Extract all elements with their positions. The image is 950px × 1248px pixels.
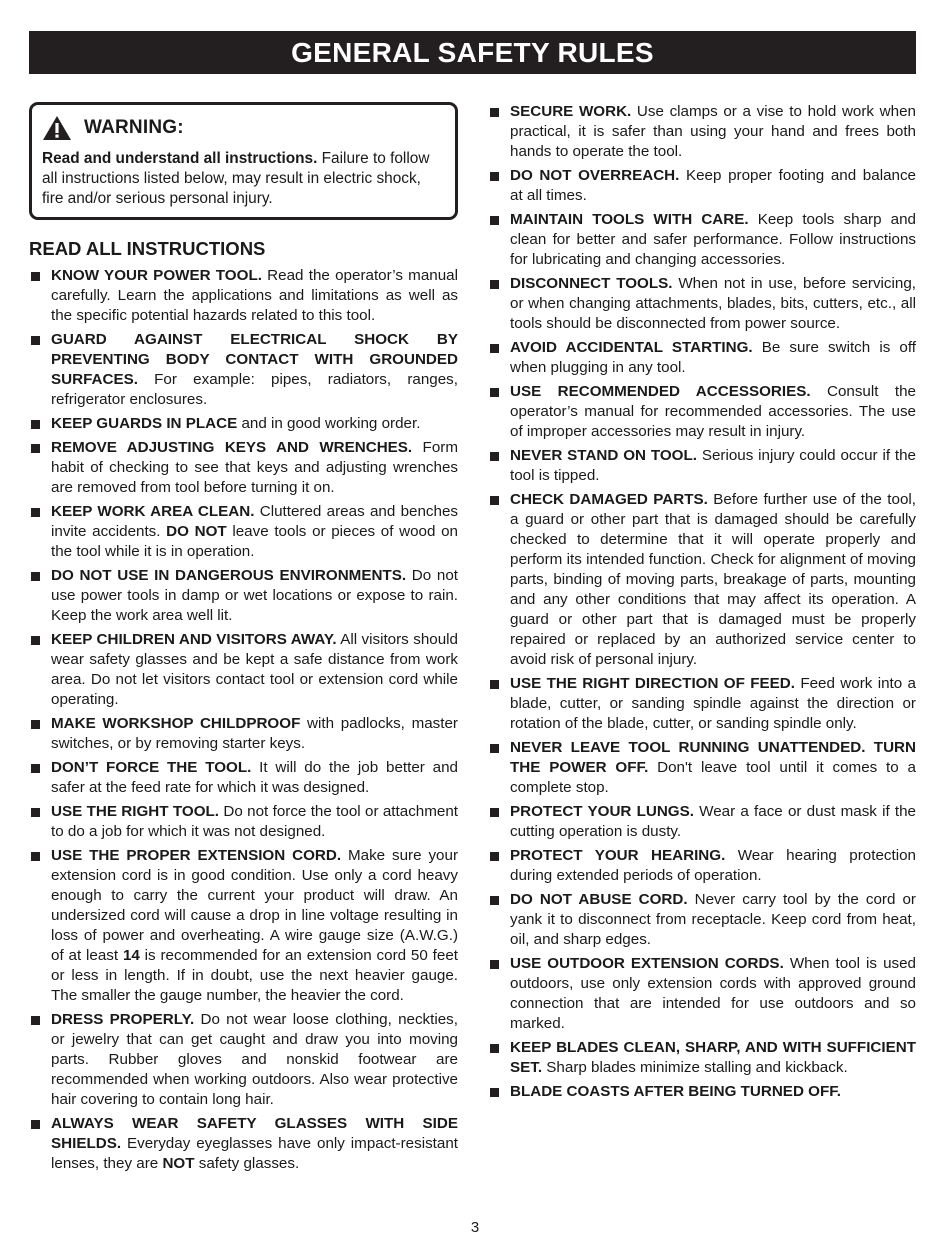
square-bullet-icon [31,720,40,729]
rule-text: with padlocks, master switches, or by removing starter keys. [51,715,458,752]
rule-emphasis: DO NOT [166,523,227,540]
right-column [488,102,916,1106]
page-number: 3 [470,1219,480,1236]
rule-text: Form habit of checking to see that keys and adjusting wrenches are removed from tool before turning it on. [51,439,458,496]
square-bullet-icon [490,852,499,861]
rule-emphasis: NOT [162,1155,195,1172]
rule-text: Don't leave tool until it comes to a complete stop. [510,759,916,796]
rule-lead: DO NOT USE IN DANGEROUS ENVIRONMENTS. [51,567,407,584]
rule-item [29,414,458,434]
rule-item [488,1038,916,1078]
square-bullet-icon [490,344,499,353]
rule-item [488,890,916,950]
rule-lead: DO NOT OVERREACH. [510,167,680,184]
square-bullet-icon [31,420,40,429]
warning-title: WARNING: [84,117,184,138]
square-bullet-icon [490,108,499,117]
warning-body-text: Failure to follow all instructions listed below, may result in electric shock, fire and/or serious personal injury. [42,150,430,207]
rule-text: Before further use of the tool, a guard or other part that is damaged should be carefully checked to determine that it will operate properly and perform its intended function. Check for alignment of moving parts, binding of moving parts, breakage of parts, mounting and any other conditions that may affect its operation. A guard or other part that is damaged must be properly repaired or replaced by an authorized service center to avoid risk of personal injury. [510,491,916,668]
rule-item [488,166,916,206]
rule-item [29,846,458,1006]
warning-box [29,102,458,220]
rule-lead: USE THE PROPER EXTENSION CORD. [51,847,342,864]
rule-item [488,338,916,378]
rule-item [29,758,458,798]
rule-emphasis: 14 [122,947,140,964]
rule-lead: MAINTAIN TOOLS WITH CARE. [510,211,749,228]
rule-lead: DISCONNECT TOOLS. [510,275,673,292]
square-bullet-icon [490,216,499,225]
square-bullet-icon [31,272,40,281]
rule-text: Sharp blades minimize stalling and kickback. [542,1059,848,1076]
right-rules-list [488,102,916,1102]
rule-text: Serious injury could occur if the tool is tipped. [510,447,916,484]
rule-text: Do not wear loose clothing, neckties, or jewelry that can get caught and draw you into moving parts. Rubber gloves and nonskid footwear are recommended when working outdoors. Also wear protective hair covering to contain long hair. [51,1011,458,1108]
rule-lead: DRESS PROPERLY. [51,1011,195,1028]
rule-lead: USE THE RIGHT DIRECTION OF FEED. [510,675,795,692]
rule-item [488,738,916,798]
rule-lead: BLADE COASTS AFTER BEING TURNED OFF. [510,1083,842,1100]
rule-item [488,274,916,334]
rule-item [29,266,458,326]
square-bullet-icon [31,508,40,517]
rule-item [488,490,916,670]
rule-lead: AVOID ACCIDENTAL STARTING. [510,339,753,356]
rule-lead: USE OUTDOOR EXTENSION CORDS. [510,955,784,972]
rule-lead: DO NOT ABUSE CORD. [510,891,688,908]
square-bullet-icon [490,496,499,505]
rule-item [488,954,916,1034]
square-bullet-icon [490,808,499,817]
square-bullet-icon [490,960,499,969]
rule-item [488,446,916,486]
square-bullet-icon [490,452,499,461]
rule-lead: KEEP CHILDREN AND VISITORS AWAY. [51,631,337,648]
rule-lead: KEEP BLADES CLEAN, SHARP, AND WITH SUFFICIENT SET. [510,1039,916,1076]
rule-text: Use clamps or a vise to hold work when practical, it is safer than using your hand and frees both hands to operate the tool. [510,103,916,160]
rule-item [488,802,916,842]
rule-lead: USE RECOMMENDED ACCESSORIES. [510,383,811,400]
rule-lead: DON’T FORCE THE TOOL. [51,759,252,776]
rule-item [29,438,458,498]
rule-item [29,502,458,562]
rule-item [29,1010,458,1110]
rule-lead: ALWAYS WEAR SAFETY GLASSES WITH SIDE SHIELDS. [51,1115,458,1152]
rule-text: Read the operator’s manual carefully. Learn the applications and limitations as well as the specific potential hazards related to this tool. [51,267,458,324]
rule-lead: KNOW YOUR POWER TOOL. [51,267,262,284]
rule-text: When not in use, before servicing, or when changing attachments, blades, bits, cutters, etc., all tools should be disconnected from power source. [510,275,916,332]
rule-item [29,802,458,842]
warning-lead: Read and understand all instructions. [42,150,318,167]
rule-text: Be sure switch is off when plugging in any tool. [510,339,916,376]
square-bullet-icon [490,172,499,181]
square-bullet-icon [31,572,40,581]
square-bullet-icon [490,896,499,905]
square-bullet-icon [490,280,499,289]
rule-text: Do not force the tool or attachment to do a job for which it was not designed. [51,803,458,840]
square-bullet-icon [490,744,499,753]
square-bullet-icon [31,764,40,773]
rule-lead: USE THE RIGHT TOOL. [51,803,220,820]
square-bullet-icon [490,1044,499,1053]
left-rules-list [29,266,458,1174]
rule-lead: KEEP WORK AREA CLEAN. [51,503,255,520]
page-title: GENERAL SAFETY RULES [29,31,916,74]
rule-text-continued: safety glasses. [194,1155,300,1172]
rule-item [29,1114,458,1174]
rule-lead: SECURE WORK. [510,103,632,120]
square-bullet-icon [31,444,40,453]
rule-text-continued: is recommended for an extension cord 50 feet or less in length. If in doubt, use the next heavier gauge. The smaller the gauge number, the heavier the cord. [51,947,458,1004]
section-heading: READ ALL INSTRUCTIONS [29,238,266,259]
rule-text: It will do the job better and safer at the feed rate for which it was designed. [51,759,458,796]
square-bullet-icon [31,636,40,645]
rule-text: Keep proper footing and balance at all times. [510,167,916,204]
rule-text: Everyday eyeglasses have only impact-resistant lenses, they are [51,1135,458,1172]
rule-text: Keep tools sharp and clean for better and safer performance. Follow instructions for lubricating and changing accessories. [510,211,916,268]
square-bullet-icon [31,808,40,817]
rule-text: Never carry tool by the cord or yank it to disconnect from receptacle. Keep cord from heat, oil, and sharp edges. [510,891,916,948]
rule-lead: GUARD AGAINST ELECTRICAL SHOCK BY PREVENTING BODY CONTACT WITH GROUNDED SURFACES. [51,331,458,388]
warning-header [42,115,445,141]
rule-text: Do not use power tools in damp or wet locations or expose to rain. Keep the work area well lit. [51,567,458,624]
rule-text: Wear a face or dust mask if the cutting operation is dusty. [510,803,917,840]
square-bullet-icon [490,680,499,689]
rule-lead: CHECK DAMAGED PARTS. [510,491,708,508]
rule-lead: PROTECT YOUR HEARING. [510,847,726,864]
rule-item [29,630,458,710]
square-bullet-icon [31,1120,40,1129]
rule-item [488,846,916,886]
rule-lead: KEEP GUARDS IN PLACE [51,415,238,432]
rule-item [488,382,916,442]
square-bullet-icon [31,1016,40,1025]
rule-text-continued: leave tools or pieces of wood on the tool while it is in operation. [51,523,459,560]
rule-item [488,674,916,734]
rule-lead: REMOVE ADJUSTING KEYS AND WRENCHES. [51,439,413,456]
rule-item [488,1082,916,1102]
rule-item [29,714,458,754]
rule-item [29,330,458,410]
rule-text: When tool is used outdoors, use only extension cords with approved ground connection that are intended for use outdoors and so marked. [510,955,916,1032]
square-bullet-icon [31,852,40,861]
rule-lead: NEVER LEAVE TOOL RUNNING UNATTENDED. TURN THE POWER OFF. [510,739,916,776]
left-column [29,102,458,1178]
rule-lead: PROTECT YOUR LUNGS. [510,803,694,820]
warning-text [42,149,445,209]
square-bullet-icon [490,1088,499,1097]
rule-lead: NEVER STAND ON TOOL. [510,447,697,464]
warning-triangle-icon [42,115,72,141]
rule-text: Feed work into a blade, cutter, or sanding spindle against the direction or rotation of the blade, cutter, or sanding spindle only. [510,675,916,732]
rule-text: Consult the operator’s manual for recommended accessories. The use of improper accessories may result in injury. [510,383,916,440]
rule-text: For example: pipes, radiators, ranges, refrigerator enclosures. [51,371,458,408]
rule-text: All visitors should wear safety glasses and be kept a safe distance from work area. Do not let visitors contact tool or extension cord while operating. [51,631,458,708]
rule-text: and in good working order. [237,415,421,432]
rule-text: Make sure your extension cord is in good condition. Use only a cord heavy enough to carry the current your product will draw. An undersized cord will cause a drop in line voltage resulting in loss of power and overheating. A wire gauge size (A.W.G.) of at least [51,847,458,964]
rule-item [488,102,916,162]
rule-lead: MAKE WORKSHOP CHILDPROOF [51,715,301,732]
square-bullet-icon [490,388,499,397]
rule-text: Cluttered areas and benches invite accidents. [51,503,458,540]
rule-text: Wear hearing protection during extended periods of operation. [510,847,916,884]
rule-item [488,210,916,270]
rule-item [29,566,458,626]
square-bullet-icon [31,336,40,345]
